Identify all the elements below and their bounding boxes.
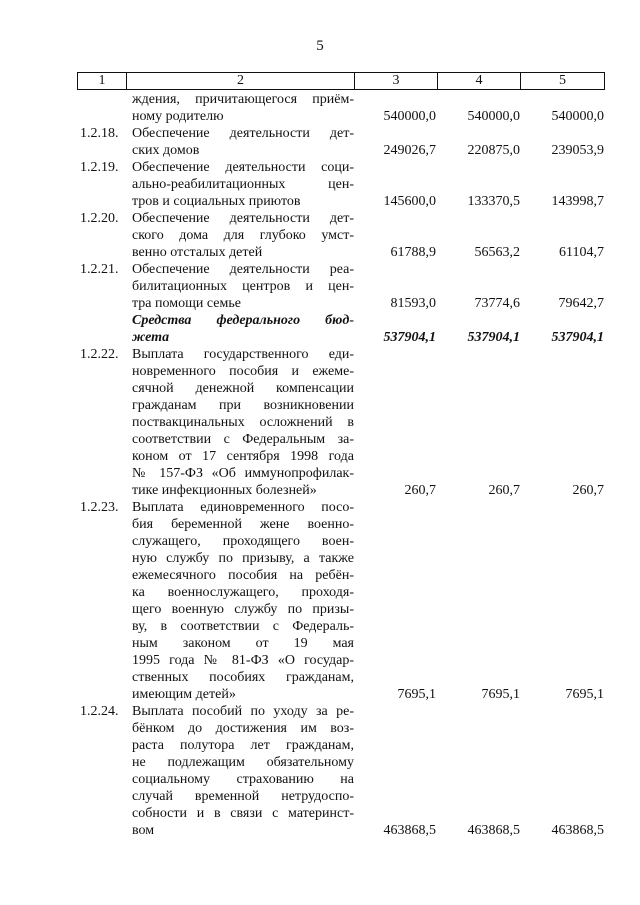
description-line: случай временной нетрудоспо- bbox=[132, 789, 354, 804]
description-line: ждения, причитающегося приём- bbox=[132, 92, 354, 107]
row-value: 61104,7 bbox=[559, 245, 604, 260]
description-line: Выплата государственного еди- bbox=[132, 347, 354, 362]
row-description bbox=[132, 159, 354, 210]
row-description bbox=[132, 312, 354, 346]
table-row bbox=[0, 703, 640, 839]
row-value: 260,7 bbox=[488, 483, 520, 498]
table-row bbox=[0, 346, 640, 499]
description-line: тике инфекционных болезней» bbox=[132, 483, 317, 498]
row-value: 463868,5 bbox=[383, 823, 436, 838]
description-line: новременного пособия и ежеме- bbox=[132, 364, 354, 379]
row-description bbox=[132, 125, 354, 159]
table-row bbox=[0, 210, 640, 261]
row-value: 537904,1 bbox=[383, 330, 436, 345]
description-line: вом bbox=[132, 823, 155, 838]
description-line: гражданам при возникновении bbox=[132, 398, 354, 413]
row-description bbox=[132, 261, 354, 312]
row-value: 220875,0 bbox=[467, 143, 520, 158]
row-description bbox=[132, 703, 354, 839]
description-line: 1995 года № 81-ФЗ «О государ- bbox=[132, 653, 354, 668]
row-number: 1.2.21. bbox=[80, 262, 119, 277]
description-line: раста полутора лет гражданам, bbox=[132, 738, 354, 753]
description-line: билитационных центров и цен- bbox=[132, 279, 354, 294]
row-value: 7695,1 bbox=[397, 687, 436, 702]
table-row bbox=[0, 312, 640, 346]
row-value: 537904,1 bbox=[467, 330, 520, 345]
row-value: 7695,1 bbox=[565, 687, 604, 702]
table-row bbox=[0, 159, 640, 210]
row-value: 73774,6 bbox=[474, 296, 520, 311]
row-value: 239053,9 bbox=[551, 143, 604, 158]
row-value: 249026,7 bbox=[383, 143, 436, 158]
description-line: Выплата пособий по уходу за ре- bbox=[132, 704, 354, 719]
row-value: 260,7 bbox=[572, 483, 604, 498]
row-value: 56563,2 bbox=[474, 245, 520, 260]
description-line: ному родителю bbox=[132, 109, 224, 124]
description-line: бия беременной жене военно- bbox=[132, 517, 354, 532]
description-line: ских домов bbox=[132, 143, 200, 158]
row-value: 81593,0 bbox=[390, 296, 436, 311]
row-value: 7695,1 bbox=[481, 687, 520, 702]
row-value: 537904,1 bbox=[551, 330, 604, 345]
row-value: 79642,7 bbox=[558, 296, 604, 311]
row-value: 540000,0 bbox=[383, 109, 436, 124]
description-line: ка военнослужащего, проходя- bbox=[132, 585, 354, 600]
description-line: ву, в соответствии с Федераль- bbox=[132, 619, 354, 634]
row-number: 1.2.20. bbox=[80, 211, 119, 226]
row-description bbox=[132, 210, 354, 261]
description-line: Выплата единовременного посо- bbox=[132, 500, 354, 515]
row-value: 540000,0 bbox=[551, 109, 604, 124]
header-cell: 5 bbox=[521, 73, 605, 90]
description-line: ным законом от 19 мая bbox=[132, 636, 354, 651]
description-line: Средства федерального бюд- bbox=[132, 313, 354, 328]
description-line: жета bbox=[132, 330, 170, 345]
row-value: 260,7 bbox=[404, 483, 436, 498]
description-line: венно отсталых детей bbox=[132, 245, 263, 260]
header-cell: 4 bbox=[438, 73, 521, 90]
description-line: коном от 17 сентября 1998 года bbox=[132, 449, 354, 464]
row-value: 463868,5 bbox=[551, 823, 604, 838]
row-number: 1.2.18. bbox=[80, 126, 119, 141]
description-line: сячной денежной компенсации bbox=[132, 381, 354, 396]
description-line: № 157-ФЗ «Об иммунопрофилак- bbox=[132, 466, 354, 481]
header-cell: 1 bbox=[78, 73, 127, 90]
description-line: бёнком до достижения им воз- bbox=[132, 721, 354, 736]
description-line: не подлежащим обязательному bbox=[132, 755, 354, 770]
description-line: ежемесячного пособия на ребён- bbox=[132, 568, 354, 583]
description-line: ально-реабилитационных цен- bbox=[132, 177, 354, 192]
description-line: социальному страхованию на bbox=[132, 772, 354, 787]
row-value: 61788,9 bbox=[390, 245, 436, 260]
row-number: 1.2.24. bbox=[80, 704, 119, 719]
description-line: Обеспечение деятельности дет- bbox=[132, 126, 354, 141]
description-line: ственных пособиях гражданам, bbox=[132, 670, 354, 685]
row-description bbox=[132, 346, 354, 499]
table-row bbox=[0, 91, 640, 125]
description-line: Обеспечение деятельности дет- bbox=[132, 211, 354, 226]
row-number: 1.2.22. bbox=[80, 347, 119, 362]
table-row bbox=[0, 125, 640, 159]
description-line: поствакцинальных осложнений в bbox=[132, 415, 354, 430]
table-body bbox=[0, 91, 640, 839]
row-number: 1.2.23. bbox=[80, 500, 119, 515]
row-value: 463868,5 bbox=[467, 823, 520, 838]
header-cell: 2 bbox=[127, 73, 355, 90]
description-line: ную службу по призыву, а также bbox=[132, 551, 354, 566]
table-row bbox=[0, 261, 640, 312]
description-line: соответствии с Федеральным за- bbox=[132, 432, 354, 447]
table-header bbox=[77, 72, 605, 90]
row-description bbox=[132, 499, 354, 703]
description-line: тров и социальных приютов bbox=[132, 194, 301, 209]
description-line: щего военную службу по призы- bbox=[132, 602, 354, 617]
description-line: собности и в связи с материнст- bbox=[132, 806, 354, 821]
description-line: тра помощи семье bbox=[132, 296, 241, 311]
row-value: 143998,7 bbox=[551, 194, 604, 209]
description-line: имеющим детей» bbox=[132, 687, 236, 702]
row-description bbox=[132, 91, 354, 125]
row-number: 1.2.19. bbox=[80, 160, 119, 175]
description-line: Обеспечение деятельности реа- bbox=[132, 262, 354, 277]
row-value: 540000,0 bbox=[467, 109, 520, 124]
row-value: 145600,0 bbox=[383, 194, 436, 209]
description-line: служащего, проходящего воен- bbox=[132, 534, 354, 549]
description-line: ского дома для глубоко умст- bbox=[132, 228, 354, 243]
page-number: 5 bbox=[316, 38, 324, 54]
description-line: Обеспечение деятельности соци- bbox=[132, 160, 354, 175]
row-value: 133370,5 bbox=[467, 194, 520, 209]
header-cell: 3 bbox=[355, 73, 438, 90]
table-row bbox=[0, 499, 640, 703]
